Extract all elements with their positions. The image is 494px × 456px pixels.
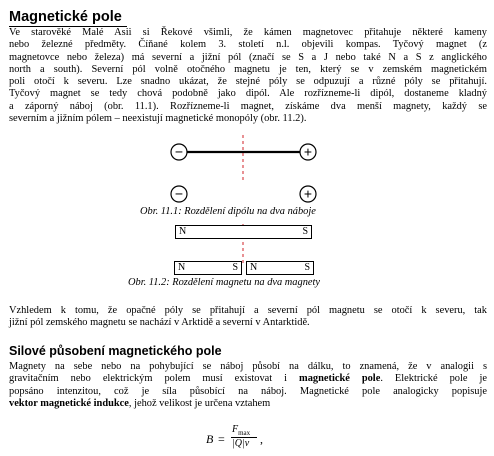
force-line: popsáno intenzitou, což je síla působící na náboj. Magnetické pole analogicky popisuje [9,385,487,397]
magnet-north-label: N [179,226,187,237]
negative-charge-symbol: − [174,185,184,202]
force-paragraph [9,361,487,410]
poles-line: Vzhledem k tomu, že opačné póly se přitahují a severní pól magnetu se otočí k severu, tak [9,305,487,316]
magnet-south-label: S [304,262,310,273]
figure-11-2-caption: Obr. 11.2: Rozdělení magnetu na dva magnety [128,277,320,288]
right-magnet-half [246,261,314,275]
intro-line: nebo železné předměty. Číňané kolem 3. století n.l. objevili kompas. Tyčový magnet (z [9,39,487,51]
force-line: Magnety na sebe nebo na pohybující se náboj působí na dálku, to znamená, že v analogii s [9,361,487,372]
force-line [9,398,487,410]
dipole-intact [171,135,316,180]
magnet-north-label: N [178,262,186,273]
magnet-south-label: S [302,226,308,237]
term-magnetic-field: magnetické pole [299,373,381,385]
formula-force: F [232,424,239,435]
formula-denominator: |Q|v [232,438,250,449]
page-title: Magnetické pole [9,9,122,25]
dipole-split [171,186,316,203]
whole-magnet [175,225,312,239]
intro-line: Tyčový magnet se tedy chová podobně jako dipól. Ale rozřízneme-li dipól, dostaneme kladný [9,88,487,100]
negative-charge-symbol: − [174,143,184,160]
formula-equals: = [218,432,225,446]
force-line-text: , jehož velikost je určena vztahem [128,397,271,409]
positive-charge-symbol: + [303,185,313,202]
section-heading: Silové působení magnetického pole [9,344,222,358]
intro-line: north a south). Severní pól volně otočného magnetu je ten, který se v zemském magnetickém [9,63,487,75]
intro-line: magnetovce nebo železa) má severní a jižní pól (značí se S a J nebo také N a S z anglického [9,51,487,63]
intro-line: a záporný náboj (obr. 11.1). Rozřízneme-li magnet, získáme dva menší magnety, každý se [9,100,487,112]
poles-line: jižní pól zemského magnetu se nachází v Arktidě a severní v Antarktidě. [9,317,310,329]
force-line-text: . Elektrické pole je [380,373,487,385]
poles-paragraph [9,305,487,330]
intro-line: poli otočí k severu. Lze snadno ukázat, že stejné póly se odpuzují a různé póly se přitahují. [9,76,487,88]
formula-max-subscript: max [238,429,251,437]
intro-line: Ve starověké Malé Asii si Řekové všimli, že kámen magnetovec přitahuje některé kameny [9,27,487,38]
intro-line: severním a jižním pólem – neexistují magnetické monopóly (obr. 11.2). [9,113,307,125]
figure-11-1-caption: Obr. 11.1: Rozdělení dipólu na dva náboje [140,206,316,217]
formula-comma: , [260,432,263,446]
force-line [9,373,487,385]
formula-lhs: B [206,432,214,446]
term-magnetic-induction: vektor magnetické indukce [9,397,129,409]
formula-numerator [232,424,250,437]
force-line-text: gravitačním nebo elektrickým polem musí existovat i [9,373,300,385]
magnet-north-label: N [250,262,258,273]
magnet-south-label: S [232,262,238,273]
positive-charge-symbol: + [303,143,313,160]
left-magnet-half [174,261,242,275]
